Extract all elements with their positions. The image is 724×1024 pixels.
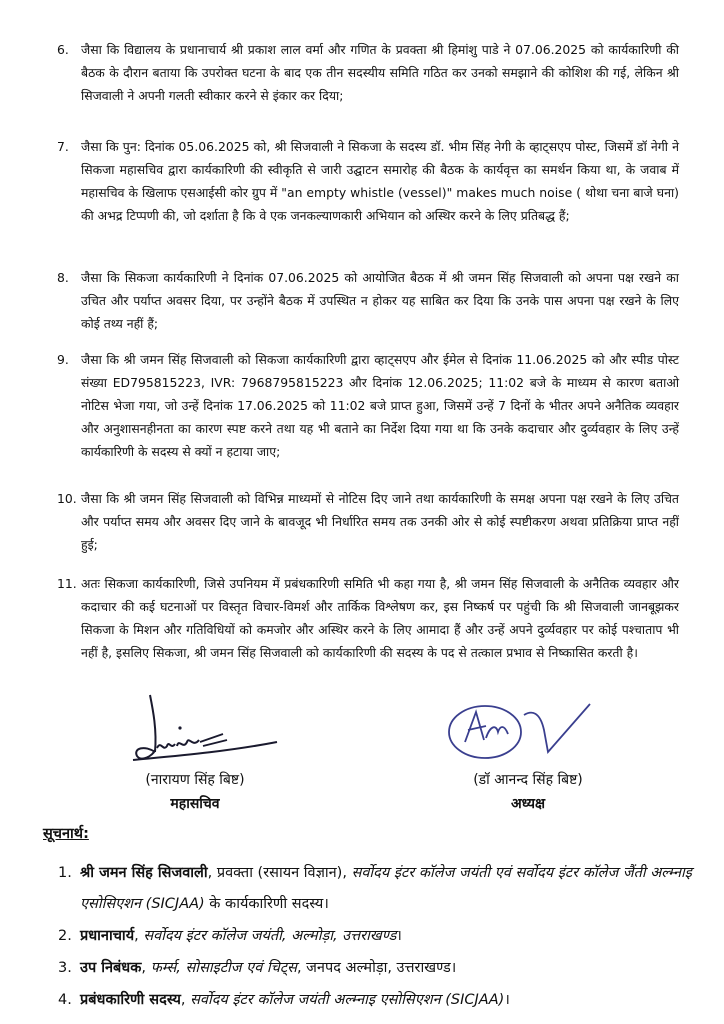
recipient: श्री जमन सिंह सिजवाली <box>80 865 208 881</box>
terminator: । <box>396 928 402 944</box>
recipient: प्रबंधकारिणी सदस्य <box>80 992 181 1008</box>
paragraph-6 <box>57 38 679 107</box>
signatory-title: अध्यक्ष <box>510 796 546 812</box>
item-number: 1. <box>58 865 72 881</box>
item-number: 3. <box>58 960 72 976</box>
paragraph-9 <box>57 348 679 463</box>
recipient-organization: फर्म्स, सोसाइटीज एवं चिट्स <box>150 960 297 976</box>
separator: , <box>141 960 151 976</box>
paragraph-number: 9. <box>57 352 69 367</box>
signature-general-secretary <box>105 690 285 765</box>
item-number: 4. <box>58 992 72 1008</box>
paragraph-11 <box>57 572 679 664</box>
distribution-item-1 <box>58 858 698 920</box>
separator: , <box>134 928 144 944</box>
recipient-organization: सर्वोदय इंटर कॉलेज जयंती, अल्मोड़ा, उत्तराखण्ड <box>143 928 397 944</box>
recipient-organization: सर्वोदय इंटर कॉलेज जयंती अल्म्नाइ एसोसिएशन (SICJAA) <box>190 992 505 1008</box>
paragraph-text: जैसा कि सिकजा कार्यकारिणी ने दिनांक 07.06.2025 को आयोजित बैठक में श्री जमन सिंह सिजवाली को अपना पक्ष रखने का उचित और पर्याप्त अवसर दिया, पर उन्होंने बैठक में उपस्थित न होकर यह साबित कर दिया कि उनके पास अपना पक्ष रखने के लिए कोई तथ्य नहीं हैं; <box>81 270 679 331</box>
paragraph-text: अतः सिकजा कार्यकारिणी, जिसे उपनियम में प्रबंधकारिणी समिति भी कहा गया है, श्री जमन सिंह सिजवाली के अनैतिक व्यवहार और कदाचार की कई घटनाओं पर विस्तृत विचार-विमर्श और तार्किक विश्लेषण कर, इस निष्कर्ष पर पहुंची कि श्री सिजवाली जानबूझकर सिकजा के मिशन और गतिविधियों को कमजोर और अस्थिर करने के लिए आमादा हैं और उन्हें अपने दुर्व्यवहार पर कोई पश्चाताप भी नहीं है, इसलिए सिकजा, श्री जमन सिंह सिजवाली को कार्यकारिणी की सदस्य के पद से तत्काल प्रभाव से निष्कासित करती है। <box>81 576 679 660</box>
item-number: 2. <box>58 928 72 944</box>
recipient: प्रधानाचार्य <box>80 928 135 944</box>
recipient-location: , जनपद अल्मोड़ा, उत्तराखण्ड। <box>296 960 457 976</box>
paragraph-10 <box>57 487 679 556</box>
signatory-name: (नारायण सिंह बिष्ट) <box>145 772 245 788</box>
recipient: उप निबंधक <box>80 960 142 976</box>
separator: , <box>180 992 191 1008</box>
recipient-detail: , प्रवक्ता (रसायन विज्ञान), <box>207 865 352 881</box>
paragraph-8 <box>57 266 679 335</box>
paragraph-text: जैसा कि श्री जमन सिंह सिजवाली को विभिन्न माध्यमों से नोटिस दिए जाने तथा कार्यकारिणी के समक्ष अपना पक्ष रखने के लिए उचित और पर्याप्त समय और अवसर दिए जाने के बावजूद भी निर्धारित समय तक उनकी ओर से कोई स्पष्टीकरण अथवा प्रतिक्रिया प्राप्त नहीं हुई; <box>81 491 679 552</box>
paragraph-number: 6. <box>57 42 69 57</box>
item-text <box>80 985 698 1016</box>
item-text <box>80 953 698 984</box>
signature-president <box>440 690 610 765</box>
recipient-role: के कार्यकारिणी सदस्य। <box>204 896 329 912</box>
paragraph-text: जैसा कि विद्यालय के प्रधानाचार्य श्री प्रकाश लाल वर्मा और गणित के प्रवक्ता श्री हिमांशु पाडे ने 07.06.2025 को कार्यकारिणी की बैठक के दौरान बताया कि उपरोक्त घटना के बाद एक तीन सदस्यीय समिति गठित कर उनको समझाने की कोशिश की गई, लेकिन श्री सिजवाली ने अपनी गलती स्वीकार करने से इंकार कर दिया; <box>81 42 679 103</box>
terminator: । <box>504 992 510 1008</box>
paragraph-7 <box>57 135 679 227</box>
paragraph-text: जैसा कि पुन: दिनांक 05.06.2025 को, श्री सिजवाली ने सिकजा के सदस्य डॉ. भीम सिंह नेगी के व्हाट्सएप पोस्ट, जिसमें डॉ नेगी ने सिकजा महासचिव द्वारा कार्यकारिणी की स्वीकृति से जारी उद्घाटन समारोह की बैठक के कार्यवृत्त का समर्थन किया था, के जवाब में महासचिव के खिलाफ एसआईसी कोर ग्रुप में "an empty whistle (vessel)" makes much noise ( थोथा चना बाजे घना) की अभद्र टिप्पणी की, जो दर्शाता है कि वे एक जनकल्याणकारी अभियान को अस्थिर करने के लिए प्रतिबद्ध हैं; <box>81 139 679 223</box>
item-text <box>80 858 698 920</box>
distribution-item-4 <box>58 985 698 1016</box>
signatory-name: (डॉ आनन्द सिंह बिष्ट) <box>473 772 583 788</box>
paragraph-number: 8. <box>57 270 69 285</box>
distribution-item-2 <box>58 921 698 952</box>
distribution-item-3 <box>58 953 698 984</box>
paragraph-number: 11. <box>57 576 77 591</box>
signatory-title: महासचिव <box>170 796 220 812</box>
distribution-heading: सूचनार्थ: <box>43 826 89 842</box>
item-text <box>80 921 698 952</box>
paragraph-number: 7. <box>57 139 69 154</box>
recipient-organization: सर्वोदय इंटर कॉलेज जयंती एवं सर्वोदय इंटर कॉलेज जैंती अल्म्नाइ एसोसिएशन (SICJAA) <box>80 865 692 912</box>
paragraph-text: जैसा कि श्री जमन सिंह सिजवाली को सिकजा कार्यकारिणी द्वारा व्हाट्सएप और ईमेल से दिनांक 11.06.2025 को और स्पीड पोस्ट संख्या ED795815223, IVR: 7968795815223 और दिनांक 12.06.2025; 11:02 बजे के माध्यम से कारण बताओ नोटिस भेजा गया, जो उन्हें दिनांक 17.06.2025 को 11:02 बजे प्राप्त हुआ, जिसमें उन्हें 7 दिनों के भीतर अपने अनैतिक व्यवहार और अनुशासनहीनता का कारण स्पष्ट करने तथा यह भी बताने का निर्देश दिया गया था कि उनके कदाचार और दुर्व्यवहार के लिए उन्हें कार्यकारिणी के सदस्य से क्यों न हटाया जाए; <box>81 352 679 459</box>
paragraph-number: 10. <box>57 491 77 506</box>
